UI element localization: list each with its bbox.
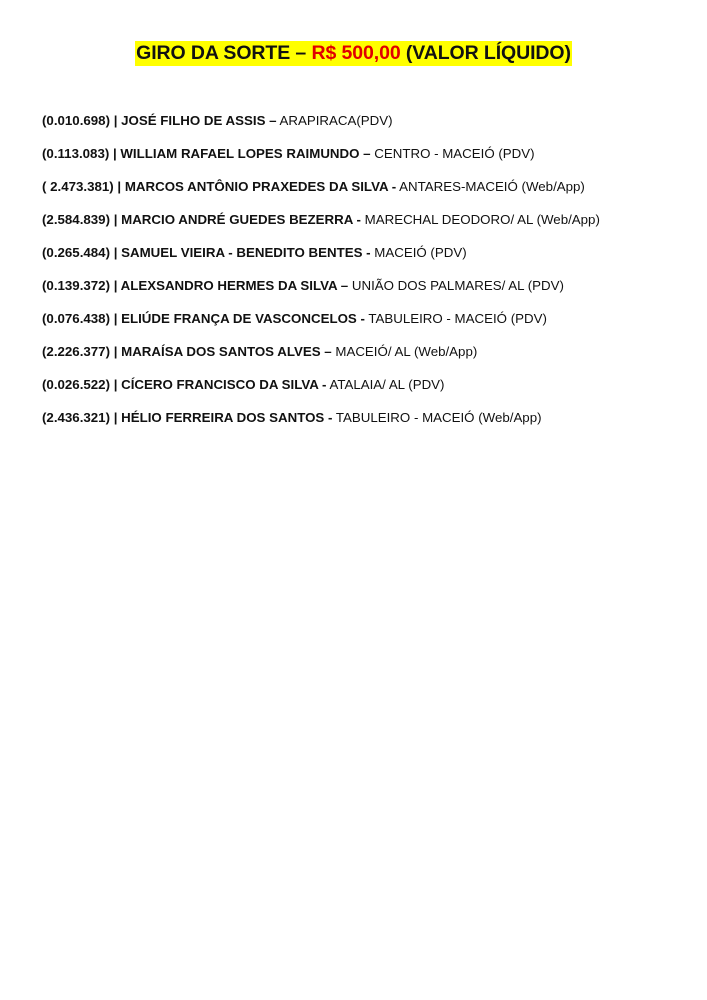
winner-location: UNIÃO DOS PALMARES/ AL (PDV) bbox=[348, 278, 564, 293]
winner-location: ATALAIA/ AL (PDV) bbox=[326, 377, 445, 392]
winner-location: MACEIÓ/ AL (Web/App) bbox=[331, 344, 478, 359]
list-item bbox=[42, 244, 682, 277]
winner-id-name: (0.076.438) | ELIÚDE FRANÇA DE VASCONCELOS - bbox=[42, 311, 365, 326]
winner-id-name: (0.010.698) | JOSÉ FILHO DE ASSIS – bbox=[42, 113, 277, 128]
winner-id-name: ( 2.473.381) | MARCOS ANTÔNIO PRAXEDES DA SILVA - bbox=[42, 179, 397, 194]
winner-id-name: (0.265.484) | SAMUEL VIEIRA - BENEDITO BENTES - bbox=[42, 245, 371, 260]
list-item bbox=[42, 376, 682, 409]
winner-id-name: (2.436.321) | HÉLIO FERREIRA DOS SANTOS - bbox=[42, 410, 333, 425]
list-item bbox=[42, 409, 682, 442]
winner-id-name: (0.026.522) | CÍCERO FRANCISCO DA SILVA - bbox=[42, 377, 327, 392]
title-suffix: (VALOR LÍQUIDO) bbox=[400, 42, 571, 64]
list-item bbox=[42, 310, 682, 343]
list-item bbox=[42, 277, 682, 310]
winner-id-name: (2.584.839) | MARCIO ANDRÉ GUEDES BEZERRA - bbox=[42, 212, 361, 227]
winner-location: MARECHAL DEODORO/ AL (Web/App) bbox=[360, 212, 600, 227]
list-item bbox=[42, 178, 682, 211]
list-item bbox=[42, 112, 682, 145]
winner-location: ANTARES-MACEIÓ (Web/App) bbox=[396, 179, 585, 194]
winner-id-name: (0.139.372) | ALEXSANDRO HERMES DA SILVA – bbox=[42, 278, 349, 293]
winner-location: TABULEIRO - MACEIÓ (Web/App) bbox=[332, 410, 542, 425]
winner-id-name: (2.226.377) | MARAÍSA DOS SANTOS ALVES – bbox=[42, 344, 332, 359]
title-prefix: GIRO DA SORTE – bbox=[136, 42, 312, 64]
title-amount: R$ 500,00 bbox=[311, 42, 401, 64]
winners-list bbox=[42, 112, 682, 442]
winner-location: CENTRO - MACEIÓ (PDV) bbox=[370, 146, 535, 161]
winner-location: ARAPIRACA(PDV) bbox=[276, 113, 393, 128]
title-container bbox=[0, 41, 707, 66]
list-item bbox=[42, 145, 682, 178]
winner-location: MACEIÓ (PDV) bbox=[370, 245, 467, 260]
list-item bbox=[42, 211, 682, 244]
winner-location: TABULEIRO - MACEIÓ (PDV) bbox=[364, 311, 547, 326]
winner-id-name: (0.113.083) | WILLIAM RAFAEL LOPES RAIMUNDO – bbox=[42, 146, 371, 161]
page-title bbox=[135, 41, 572, 66]
list-item bbox=[42, 343, 682, 376]
